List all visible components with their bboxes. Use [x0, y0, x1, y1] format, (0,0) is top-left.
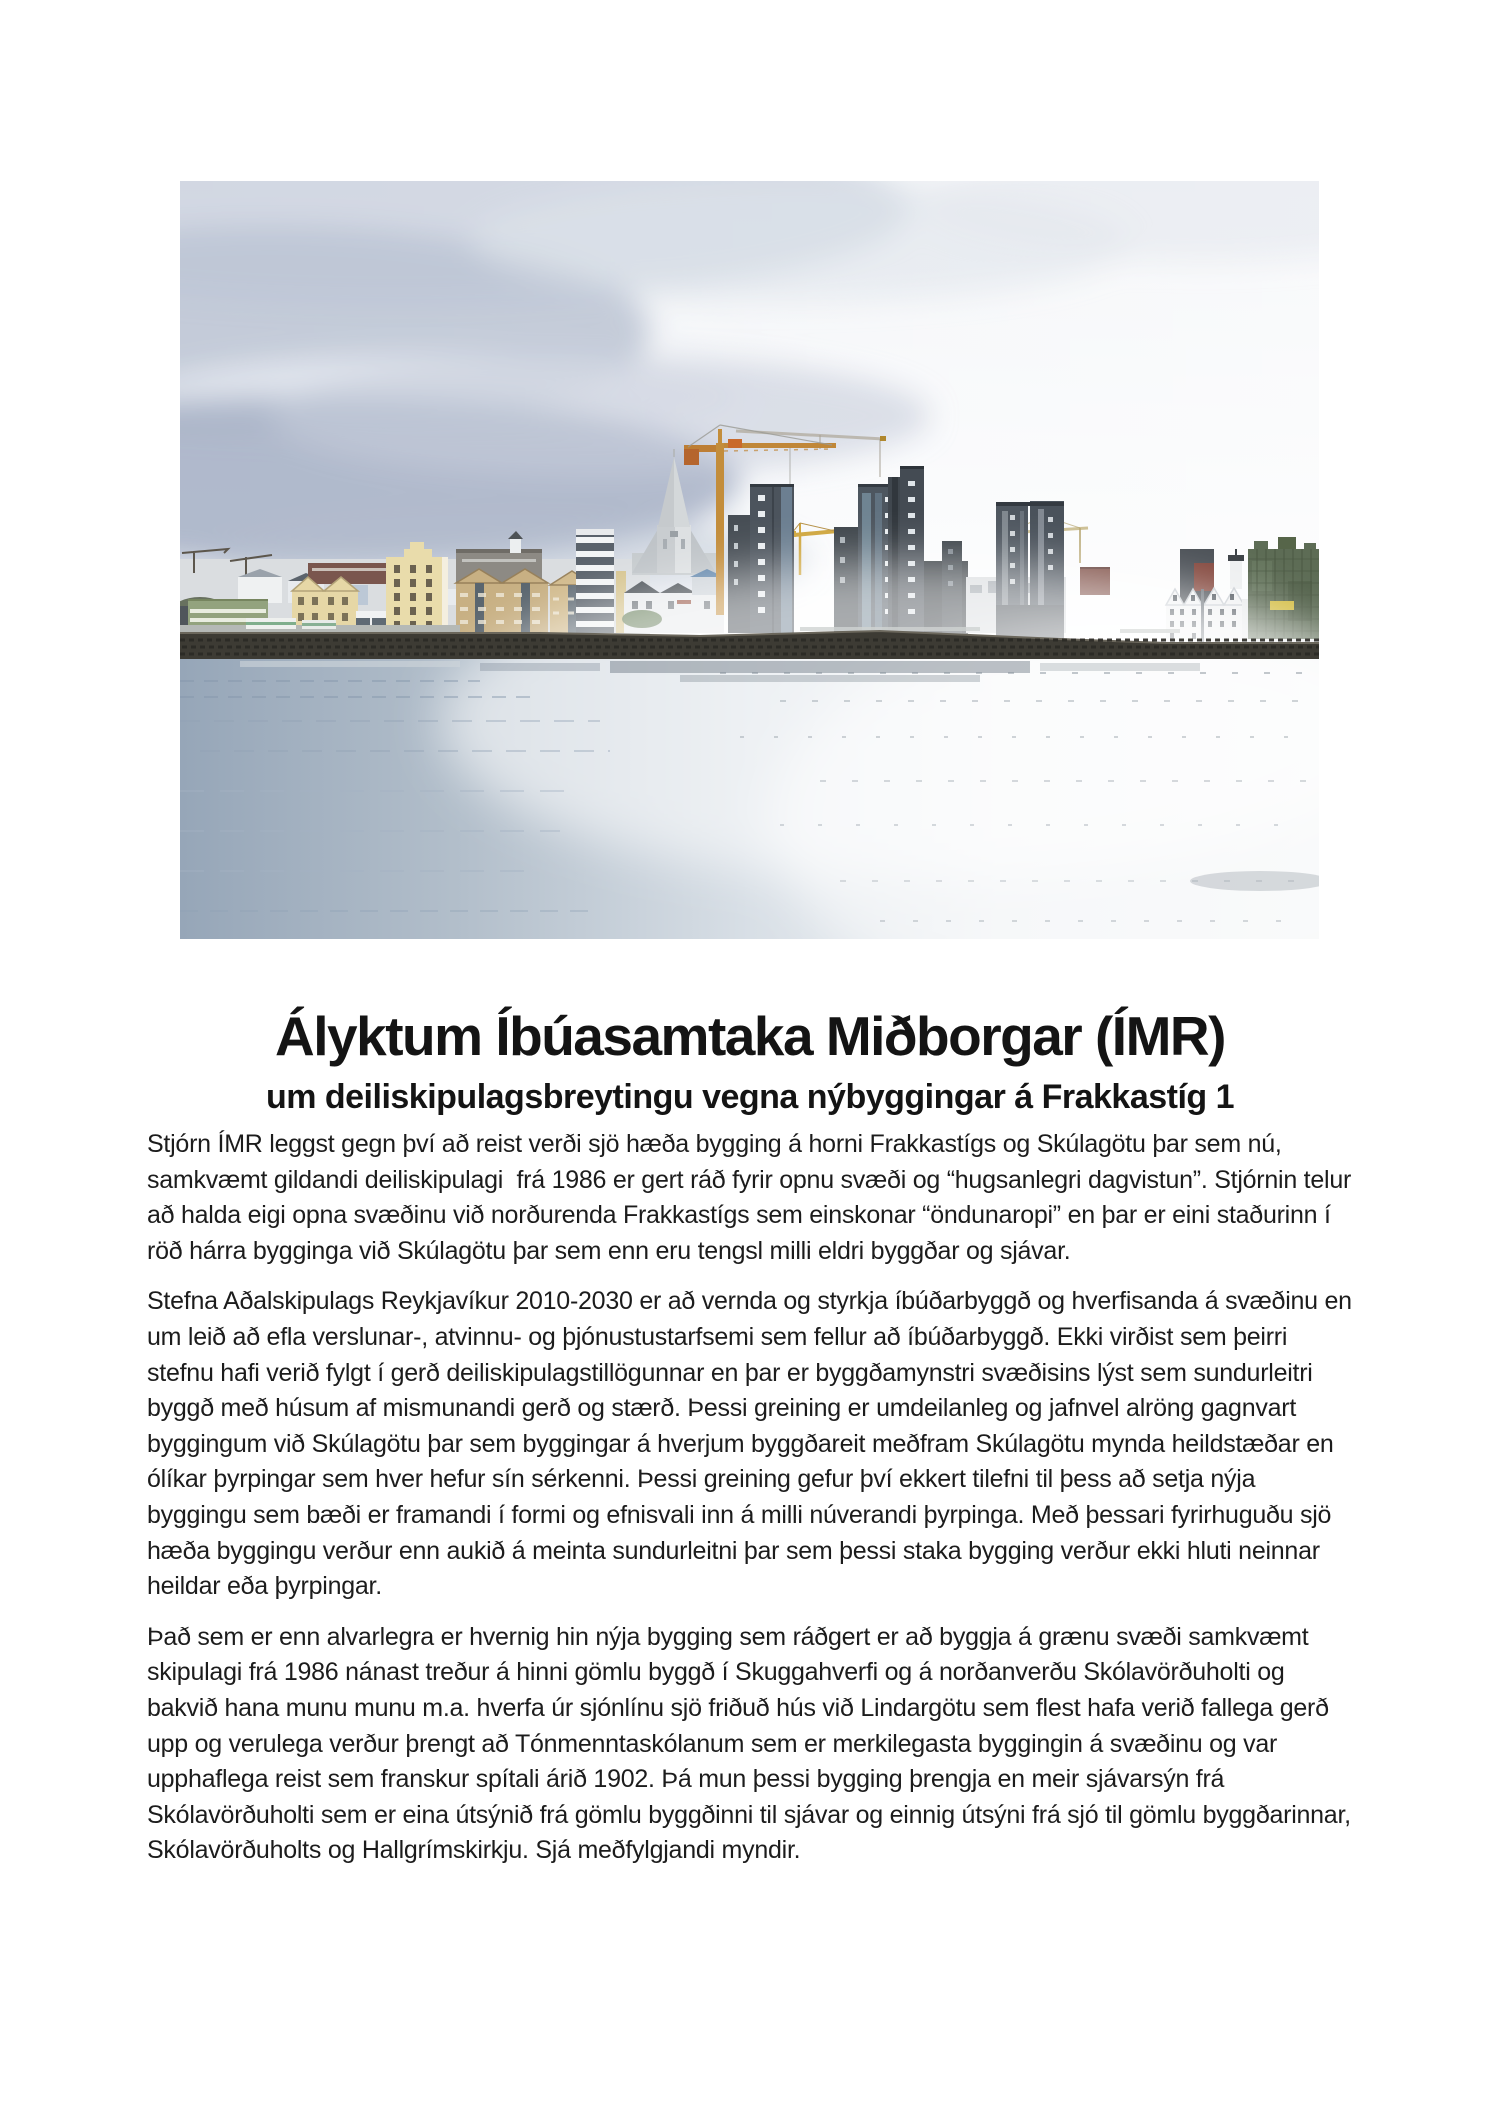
- paragraph-1: Stjórn ÍMR leggst gegn því að reist verði sjö hæða bygging á horni Frakkastígs og Skúlagötu þar sem nú, samkvæmt gildandi deiliskipulagi frá 1986 er gert ráð fyrir opnu svæði og “hugsanlegri dagvistun”. Stjórnin telur að halda eigi opna svæðinu við norðurenda Frakkastígs sem einskonar “öndunaropi” en þar er eini staðurinn í röð hárra bygginga við Skúlagötu þar sem enn eru tengsl milli eldri byggðar og sjávar.: [147, 1130, 1358, 1265]
- paragraph-3: Það sem er enn alvarlegra er hvernig hin nýja bygging sem ráðgert er að byggja á grænu svæði samkvæmt skipulagi frá 1986 nánast treður á hinni gömlu byggð í Skuggahverfi og á norðanverðu Skólavörðuholti og bakvið hana munu munu m.a. hverfa úr sjónlínu sjö friðuð hús við Lindargötu sem flest hafa verið fallega gerð upp og verulega verður þrengt að Tónmenntaskólanum sem er merkilegasta byggingin á svæðinu og var upphaflega reist sem franskur spítali árið 1902. Þá mun þessi bygging þrengja en meir sjávarsýn frá Skólavörðuholti sem er eina útsýnið frá gömlu byggðinni til sjávar og einnig útsýni frá sjó til gömlu byggðarinnar, Skólavörðuholts og Hallgrímskirkju. Sjá meðfylgjandi myndir.: [147, 1622, 1358, 1865]
- reykjavik-skyline-photo: [180, 181, 1319, 939]
- brown-long-building: [308, 563, 392, 584]
- yellow-banner: [1270, 601, 1294, 610]
- paragraph-2: Stefna Aðalskipulags Reykjavíkur 2010-2030 er að vernda og styrkja íbúðarbyggð og hverfisanda á svæðinu en um leið að efla verslunar-, atvinnu- og þjónustustarfsemi sem fellur að íbúðarbyggð. Ekki virðist sem þeirri stefnu hafi verið fylgt í gerð deiliskipulagstillögunnar en þar er byggðamynstri svæðisins lýst sem sundurleitri byggð með húsum af mismunandi gerð og stærð. Þessi greining er umdeilanleg og jafnvel alröng gagnvart byggingum við Skúlagötu þar sem byggingar á hverjum byggðareit meðfram Skúlagötu mynda heildstæðar en ólíkar þyrpingar sem hver hefur sín sérkenni. Þessi greining gefur því ekkert tilefni til þess að setja nýja byggingu sem bæði er framandi í formi og efnisvali inn á milli núverandi þyrpinga. Með þessari fyrirhuguðu sjö hæða byggingu verður enn aukið á meinta sundurleitni þar sem þessi staka bygging verður ekki hluti neinnar heildar eða þyrpingar.: [147, 1287, 1359, 1601]
- document-title: Ályktum Íbúasamtaka Miðborgar (ÍMR): [275, 1005, 1225, 1067]
- white-lighthouse-tower: [1230, 559, 1242, 589]
- document-body: [147, 1127, 1359, 1884]
- document-subtitle: um deiliskipulagsbreytingu vegna nýbyggingar á Frakkastíg 1: [265, 1078, 1235, 1116]
- skyline-photo-graphic: [180, 181, 1319, 939]
- cupola-tower: [510, 539, 521, 553]
